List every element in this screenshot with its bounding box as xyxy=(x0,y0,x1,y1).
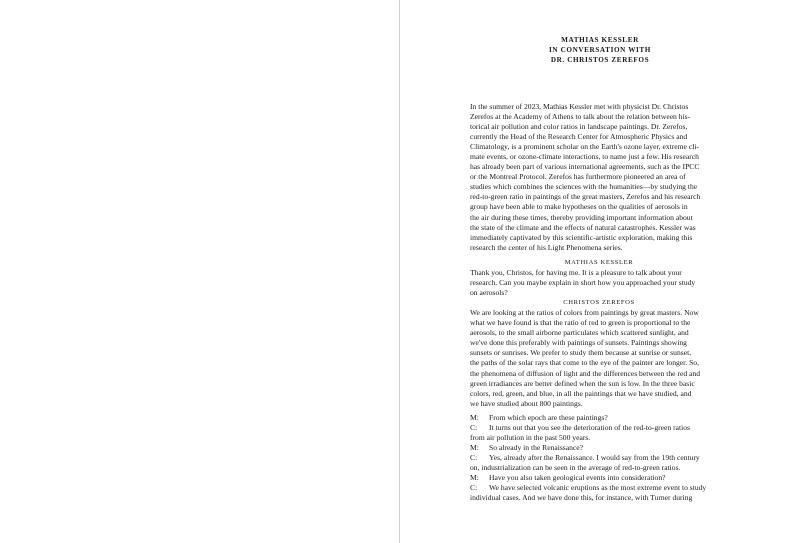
dialogue-line xyxy=(470,483,728,493)
intro-line: group have been able to make hypotheses on the qualities of aerosols in xyxy=(470,202,688,212)
dialogue-text: It turns out that you see the deterioration of the red-to-green ratios xyxy=(489,423,690,433)
dialogue-continuation: on, industrialization can be seen in the average of red-to-green ratios. xyxy=(470,463,681,473)
speech-line: aerosols, to the small airborne particulates which scattered sunlight, and xyxy=(470,328,689,338)
intro-line: In the summer of 2023, Mathias Kessler met with physicist Dr. Christos xyxy=(470,102,689,111)
speech-line: We are looking at the ratios of colors from paintings by great masters. Now xyxy=(470,308,699,318)
speaker-initial: M: xyxy=(470,413,479,422)
dialogue-continuation: individual cases. And we have done this, for instance, with Turner during xyxy=(470,493,693,503)
title-line-2: IN CONVERSATION WITH xyxy=(549,46,651,54)
speech-line: what we have found is that the ratio of red to green is proportional to the xyxy=(470,318,691,328)
dialogue-continuation: from air pollution in the past 500 years. xyxy=(470,433,591,443)
intro-line: mate events, or ozone-climate interactions, to name just a few. His research xyxy=(470,152,699,162)
speaker-initial: C: xyxy=(470,423,478,433)
intro-paragraph xyxy=(470,102,728,253)
speech-zerefos xyxy=(470,308,728,408)
intro-line: red-to-green ratio in paintings of the great masters, Zerefos and his research xyxy=(470,192,701,202)
speech-line: the phenomena of diffusion of light and the differences between the red and xyxy=(470,368,700,378)
left-page-blank xyxy=(0,0,399,543)
speaker-heading-kessler: MATHIAS KESSLER xyxy=(564,259,634,266)
speech-line: we have studied about 800 paintings. xyxy=(470,398,583,408)
article-title xyxy=(400,35,800,65)
dialogue-line xyxy=(470,443,728,453)
intro-line: research the center of his Light Phenomena series. xyxy=(470,242,623,252)
dialogue-section xyxy=(470,413,728,503)
interview-body xyxy=(470,258,728,409)
dialogue-text: Yes, already after the Renaissance. I would say from the 19th century xyxy=(489,453,700,463)
speech-line: on aerosols? xyxy=(470,288,508,298)
intro-line: Climatology, is a prominent scholar on the Earth's ozone layer, extreme cli- xyxy=(470,142,699,152)
speech-line: the paths of the solar rays that come to the eye of the painter are longer. So, xyxy=(470,358,700,368)
speaker-initial: C: xyxy=(470,483,478,493)
speech-line: Thank you, Christos, for having me. It is a pleasure to talk about your xyxy=(470,268,682,278)
intro-line: has already been part of various international agreements, such as the IPCC xyxy=(470,162,700,172)
speaker-heading-zerefos: CHRISTOS ZEREFOS xyxy=(563,299,635,307)
speech-line: colors, red, green, and blue, in all the paintings that we have studied, and xyxy=(470,388,692,398)
dialogue-text: From which epoch are these paintings? xyxy=(489,413,608,422)
dialogue-text: We have selected volcanic eruptions as the most extreme event to study xyxy=(489,483,707,493)
intro-line: currently the Head of the Research Center for Atmospheric Physics and xyxy=(470,132,688,142)
intro-line: torical air pollution and color ratios in landscape paintings. Dr. Zerefos, xyxy=(470,122,688,132)
speech-line: green irradiances are better defined when the sun is low. In the three basic xyxy=(470,378,695,388)
right-page xyxy=(400,0,800,543)
intro-line: the air during these times, thereby providing important information about xyxy=(470,212,693,222)
speaker-initial: M: xyxy=(470,473,479,483)
dialogue-text: So already in the Renaissance? xyxy=(489,443,584,453)
speaker-initial: C: xyxy=(470,453,478,463)
title-line-3: DR. CHRISTOS ZEREFOS xyxy=(550,56,650,64)
dialogue-line xyxy=(470,473,728,483)
speech-line: sunsets or sunrises. We prefer to study them because at sunrise or sunset, xyxy=(470,348,692,358)
intro-line: or the Montreal Protocol. Zerefos has furthermore pioneered an area of xyxy=(470,172,686,182)
intro-line: Zerefos at the Academy of Athens to talk about the relation between his- xyxy=(470,112,691,122)
intro-line: immediately captivated by this scientific-artistic exploration, making this xyxy=(470,232,693,242)
dialogue-text: Have you also taken geological events into consideration? xyxy=(489,473,666,483)
speech-line: we've done this preferably with paintings of sunsets. Paintings showing xyxy=(470,338,687,348)
dialogue-line xyxy=(470,423,728,433)
dialogue-line xyxy=(470,453,728,463)
speech-line: research. Can you maybe explain in short how you approached your study xyxy=(470,278,696,288)
intro-line: studies which combines the sciences with the humanities—by studying the xyxy=(470,182,698,192)
speech-kessler xyxy=(470,268,728,298)
speaker-initial: M: xyxy=(470,443,479,453)
dialogue-line xyxy=(470,413,728,423)
intro-line: the state of the climate and the effects of natural catastrophes. Kessler was xyxy=(470,222,696,232)
title-line-1: MATHIAS KESSLER xyxy=(561,36,639,44)
